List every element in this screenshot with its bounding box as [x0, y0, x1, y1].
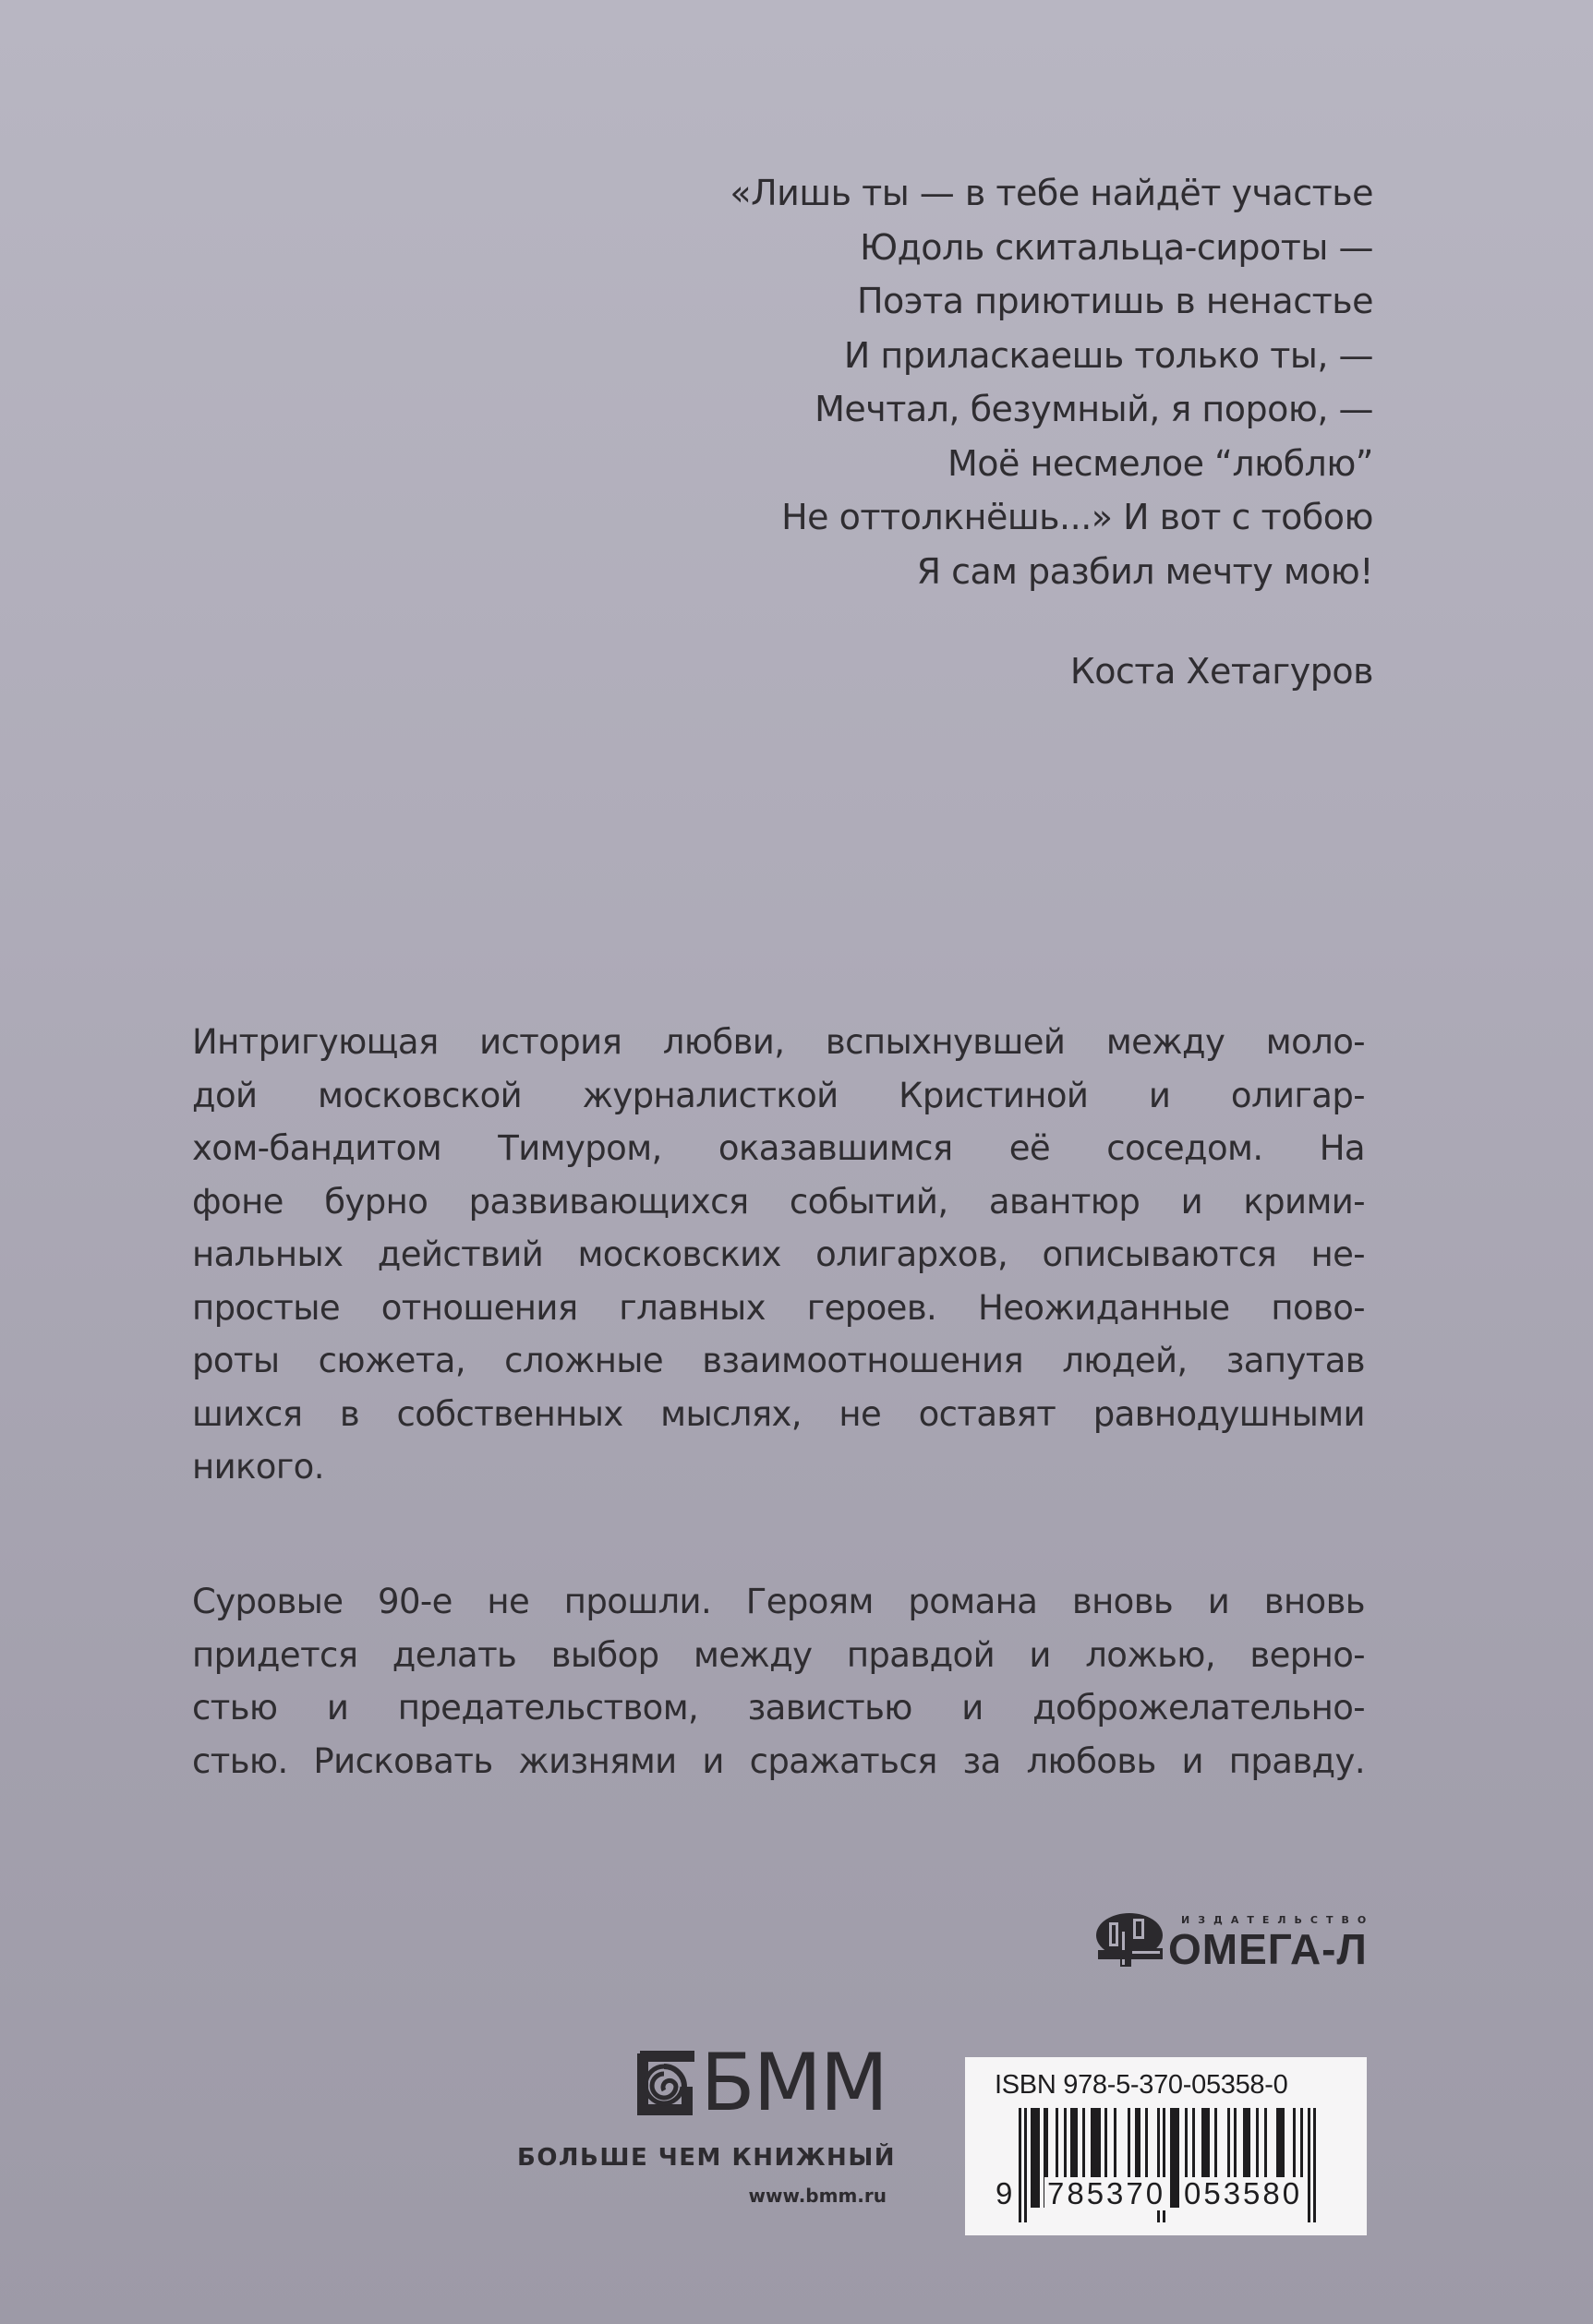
- epigraph-author: Коста Хетагуров: [1069, 651, 1373, 692]
- paragraph-line: хом-бандитом Тимуром, оказавшимся её соседом. На: [192, 1128, 1365, 1168]
- paragraph-line: фоне бурно развивающихся событий, авантюр и крими-: [192, 1181, 1365, 1222]
- distributor-url: www.bmm.ru: [748, 2185, 887, 2207]
- paragraph-line: дой московской журналисткой Кристиной и олигар-: [192, 1075, 1365, 1115]
- poem-line: Я сам разбил мечту мою!: [916, 550, 1373, 592]
- distributor-logo: [517, 2037, 887, 2129]
- distributor-name: БММ: [700, 2037, 887, 2129]
- omega-l-logo-icon: [1092, 1909, 1165, 1970]
- barcode-digit-first: 9: [996, 2176, 1013, 2210]
- paragraph-line: Интригующая история любви, вспыхнувшей между моло-: [192, 1022, 1365, 1062]
- paragraph-line: простые отношения главных героев. Неожиданные пово-: [192, 1287, 1365, 1328]
- paragraph-line: нальных действий московских олигархов, описываются не-: [192, 1234, 1365, 1274]
- poem-line: И приласкаешь только ты, —: [843, 334, 1373, 376]
- poem-line: Поэта приютишь в ненастье: [856, 281, 1373, 321]
- distributor-tagline: БОЛЬШЕ ЧЕМ КНИЖНЫЙ: [517, 2144, 897, 2172]
- paragraph-line: шихся в собственных мыслях, не оставят равнодушными: [192, 1393, 1365, 1434]
- isbn-number: ISBN 978-5-370-05358-0: [995, 2070, 1288, 2100]
- paragraph-line: Суровые 90-е не прошли. Героям романа вновь и вновь: [192, 1582, 1365, 1621]
- poem-line: Мечтал, безумный, я порою, —: [815, 389, 1373, 429]
- poem-line: Юдоль скитальца-сироты —: [860, 226, 1373, 268]
- paragraph-line: придется делать выбор между правдой и ложью, верно-: [192, 1634, 1365, 1675]
- barcode-digits-right: 053580: [1181, 2177, 1305, 2210]
- paragraph-line: никого.: [192, 1447, 324, 1487]
- publisher-name: ОМЕГА-Л: [1168, 1925, 1368, 1973]
- epigraph-poem: [730, 166, 1373, 699]
- isbn-barcode-label: [965, 2057, 1367, 2235]
- distributor-block: [517, 2037, 897, 2207]
- poem-line: «Лишь ты — в тебе найдёт участье: [730, 173, 1373, 213]
- poem-line: Не оттолкнёшь...» И вот с тобою: [781, 497, 1373, 537]
- paragraph-line: стью. Рисковать жизнями и сражаться за любовь и правду.: [192, 1740, 1365, 1781]
- publisher-logo: [1092, 1909, 1375, 1973]
- spiral-square-logo-icon: [636, 2050, 695, 2116]
- publisher-label: ИЗДАТЕЛЬСТВО: [1181, 1914, 1375, 1926]
- paragraph-line: стью и предательством, завистью и доброжелательно-: [192, 1688, 1365, 1728]
- paragraph-line: роты сюжета, сложные взаимоотношения людей, запутав: [192, 1341, 1365, 1380]
- description-paragraph-1: [192, 1016, 1365, 1494]
- barcode-digits-left: 785370: [1044, 2177, 1168, 2210]
- description-paragraph-2: [192, 1575, 1365, 1788]
- poem-line: Моё несмелое “люблю”: [947, 442, 1373, 484]
